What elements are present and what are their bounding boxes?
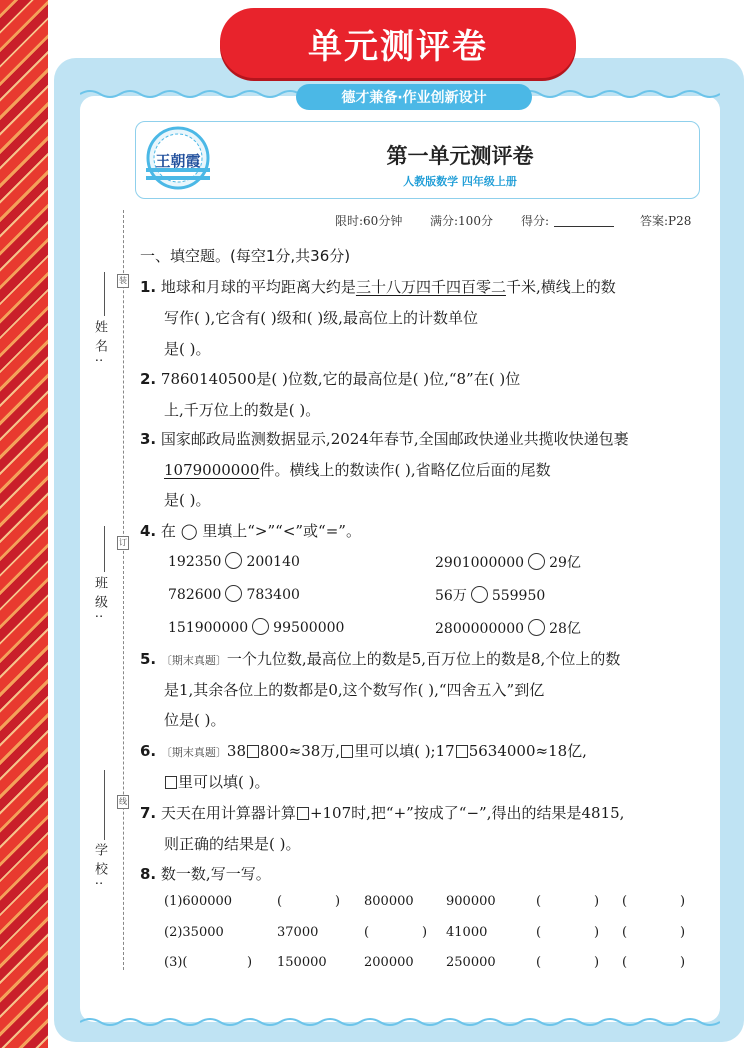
question-4-intro: 4. 在 ◯ 里填上“>”“<”或“=”。 [140,522,361,540]
question-2-line-1: 2. 7860140500是( )位数,它的最高位是( )位,“8”在( )位 [140,370,521,388]
question-3-line-1: 3. 国家邮政局监测数据显示,2024年春节,全国邮政快递业共揽收快递包裹 [140,430,629,448]
seq-cell: ( [277,894,283,909]
school-label: 学校: [92,843,107,892]
question-3-line-2: 1079000000件。横线上的数读作( ),省略亿位后面的尾数 [164,461,551,479]
unit-title: 第一单元测评卷 [386,144,534,168]
compare-item: 2901000000 29亿 [435,555,581,571]
compare-circle[interactable] [225,552,242,569]
answer-page: 答案:P28 [640,214,692,228]
compare-circle[interactable] [528,553,545,570]
seq-cell: ) [335,894,341,909]
seq-cell: ( [622,925,628,940]
seq-cell: (3)( [164,955,188,970]
question-5-line-2: 是1,其余各位上的数都是0,这个数写作( ),“四舍五入”到亿 [164,681,545,699]
seq-cell: ) [680,955,686,970]
subtitle-banner: 德才兼备·作业创新设计 [296,84,532,110]
binding-mark-2: 订 [117,536,129,550]
compare-circle[interactable] [252,618,269,635]
seq-cell: (1)600000 [164,894,233,909]
seq-cell: 200000 [364,955,414,970]
name-blank[interactable] [104,272,105,316]
decorative-left-stripe [0,0,48,1048]
page-title-banner: 单元测评卷 [220,8,576,78]
question-5-line-3: 位是( )。 [164,711,226,729]
digit-box[interactable] [165,776,177,789]
name-label: 姓名: [92,320,107,369]
seq-cell: ( [536,925,542,940]
seq-cell: ( [536,955,542,970]
seq-cell: 800000 [364,894,414,909]
publisher-logo [138,122,218,198]
seq-cell: 41000 [446,925,488,940]
seq-cell: (2)35000 [164,925,224,940]
wave-border-bottom [80,1016,720,1028]
seq-cell: ) [594,925,600,940]
compare-item: 151900000 99500000 [168,620,345,636]
question-3-line-3: 是( )。 [164,491,211,509]
compare-item: 782600 783400 [168,587,300,603]
compare-circle[interactable] [225,585,242,602]
digit-box[interactable] [341,745,353,758]
seq-cell: 37000 [277,925,319,940]
full-score: 满分:100分 [430,214,493,228]
seq-cell: ) [680,894,686,909]
compare-circle[interactable] [528,619,545,636]
digit-box[interactable] [297,807,309,820]
seq-cell: ) [422,925,428,940]
class-label: 班级: [92,576,107,625]
seq-cell: ) [594,894,600,909]
question-7-line-2: 则正确的结果是( )。 [164,835,301,853]
section-heading: 一、填空题。(每空1分,共36分) [140,247,351,265]
compare-item: 56万 559950 [435,588,546,604]
seq-cell: 900000 [446,894,496,909]
compare-item: 2800000000 28亿 [435,621,581,637]
compare-circle[interactable] [471,586,488,603]
binding-line [123,210,124,970]
edition-label: 人教版数学 四年级上册 [403,175,517,188]
digit-box[interactable] [456,745,468,758]
question-1-line-3: 是( )。 [164,340,211,358]
question-8-intro: 8. 数一数,写一写。 [140,865,271,883]
question-7-line-1: 7. 天天在用计算器计算 +107时,把“+”按成了“−”,得出的结果是4815, [140,804,625,822]
binding-mark-3: 线 [117,795,129,809]
digit-box[interactable] [247,745,259,758]
question-2-line-2: 上,千万位上的数是( )。 [164,401,321,419]
seq-cell: ( [622,894,628,909]
seq-cell: ) [594,955,600,970]
time-limit: 限时:60分钟 [335,214,403,228]
class-blank[interactable] [104,526,105,572]
compare-item: 192350 200140 [168,554,300,570]
seq-cell: 250000 [446,955,496,970]
score-label: 得分: [521,214,550,228]
seq-cell: 150000 [277,955,327,970]
question-1-line-1: 1. 地球和月球的平均距离大约是三十八万四千四百零二千米,横线上的数 [140,278,616,296]
seq-cell: ( [364,925,370,940]
school-blank[interactable] [104,770,105,840]
score-blank[interactable] [554,226,614,227]
binding-mark-1: 装 [117,274,129,288]
question-5-line-1: 5. 〔期末真题〕一个九位数,最高位上的数是5,百万位上的数是8,个位上的数 [140,650,621,668]
seq-cell: ) [247,955,253,970]
seq-cell: ( [536,894,542,909]
question-1-line-2: 写作( ),它含有( )级和( )级,最高位上的计数单位 [164,309,478,327]
seq-cell: ) [680,925,686,940]
question-6-line-2: 里可以填( )。 [164,772,269,792]
logo-text: 王朝霞 [155,152,201,170]
seq-cell: ( [622,955,628,970]
question-6-line-1: 6. 〔期末真题〕38 800≈38万, 里可以填( );17 5634000≈18亿, [140,742,587,760]
